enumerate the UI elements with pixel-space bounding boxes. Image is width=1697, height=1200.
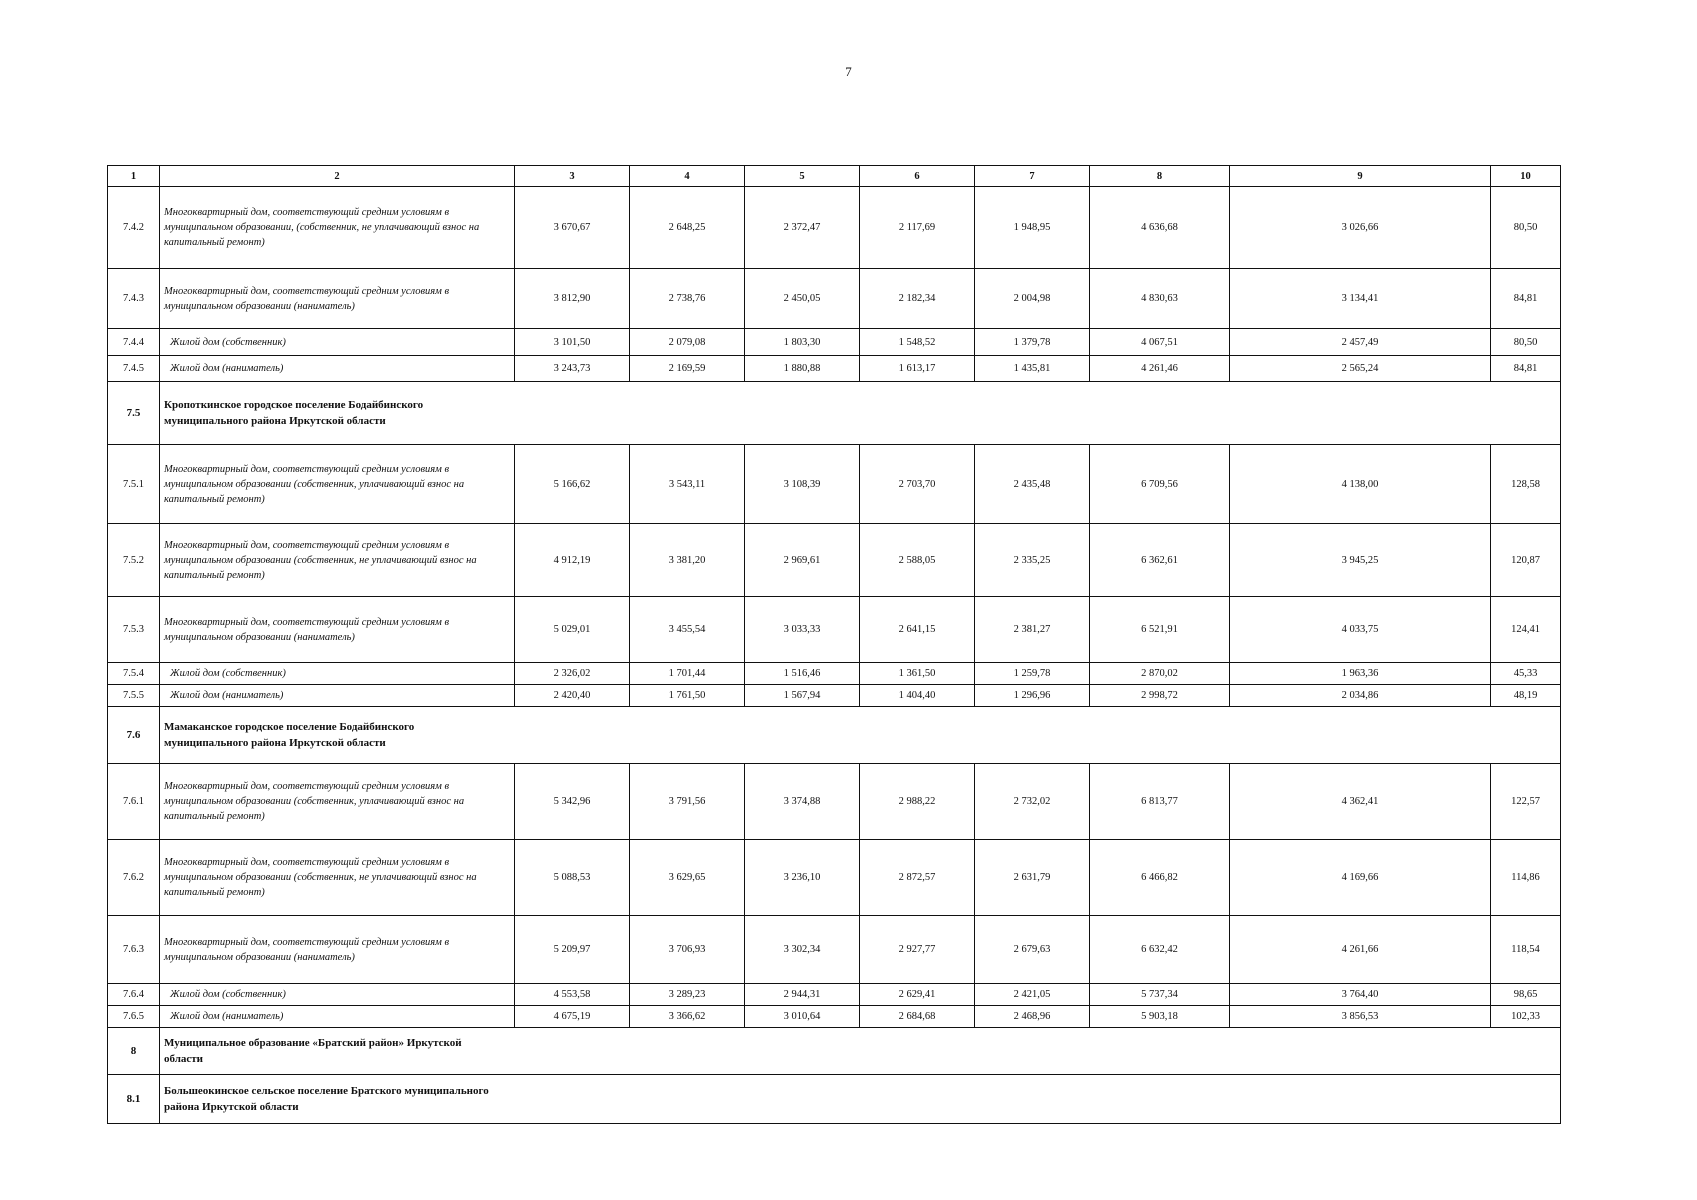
value-cell: 2 435,48 [975, 445, 1090, 524]
value-cell: 1 548,52 [860, 329, 975, 356]
section-title: Мамаканское городское поселение Бодайбинского муниципального района Иркутской области [164, 721, 415, 749]
value-cell: 2 468,96 [975, 1006, 1090, 1028]
table-row [108, 1006, 1561, 1028]
value-cell: 2 629,41 [860, 984, 975, 1006]
value-cell: 6 632,42 [1090, 916, 1230, 984]
value-cell: 4 067,51 [1090, 329, 1230, 356]
value-cell: 3 670,67 [515, 187, 630, 269]
row-description: Многоквартирный дом, соответствующий средним условиям в муниципальном образовании (наниматель) [160, 597, 515, 663]
value-cell: 2 679,63 [975, 916, 1090, 984]
value-cell: 4 362,41 [1230, 764, 1491, 840]
section-row [108, 382, 1561, 445]
row-number: 7.5.3 [108, 597, 160, 663]
value-cell: 5 166,62 [515, 445, 630, 524]
value-cell: 4 138,00 [1230, 445, 1491, 524]
value-cell: 1 379,78 [975, 329, 1090, 356]
section-title-cell [160, 1028, 1561, 1075]
column-header: 3 [515, 166, 630, 187]
value-cell: 1 435,81 [975, 356, 1090, 382]
value-cell: 1 701,44 [630, 663, 745, 685]
value-cell: 3 289,23 [630, 984, 745, 1006]
value-cell: 2 420,40 [515, 685, 630, 707]
value-cell: 4 169,66 [1230, 840, 1491, 916]
value-cell: 2 872,57 [860, 840, 975, 916]
value-cell: 3 374,88 [745, 764, 860, 840]
value-cell: 6 813,77 [1090, 764, 1230, 840]
value-cell: 3 302,34 [745, 916, 860, 984]
page-number: 7 [845, 64, 852, 79]
table-row [108, 984, 1561, 1006]
table-row [108, 187, 1561, 269]
value-cell: 3 856,53 [1230, 1006, 1491, 1028]
value-cell: 6 362,61 [1090, 524, 1230, 597]
value-cell: 4 912,19 [515, 524, 630, 597]
section-row [108, 1075, 1561, 1124]
value-cell: 5 342,96 [515, 764, 630, 840]
value-cell: 2 969,61 [745, 524, 860, 597]
row-number: 7.6.4 [108, 984, 160, 1006]
section-row [108, 1028, 1561, 1075]
table-row [108, 329, 1561, 356]
value-cell: 3 706,93 [630, 916, 745, 984]
row-description: Жилой дом (собственник) [160, 663, 515, 685]
table-row [108, 597, 1561, 663]
row-number: 7.6.3 [108, 916, 160, 984]
row-description: Многоквартирный дом, соответствующий средним условиям в муниципальном образовании (собственник, уплачивающий взнос на капитальный ремонт) [160, 445, 515, 524]
value-cell: 48,19 [1491, 685, 1561, 707]
row-number: 7.5.1 [108, 445, 160, 524]
value-cell: 3 243,73 [515, 356, 630, 382]
value-cell: 5 088,53 [515, 840, 630, 916]
value-cell: 2 641,15 [860, 597, 975, 663]
value-cell: 114,86 [1491, 840, 1561, 916]
value-cell: 3 764,40 [1230, 984, 1491, 1006]
value-cell: 2 381,27 [975, 597, 1090, 663]
value-cell: 2 998,72 [1090, 685, 1230, 707]
value-cell: 4 033,75 [1230, 597, 1491, 663]
value-cell: 1 761,50 [630, 685, 745, 707]
value-cell: 2 450,05 [745, 269, 860, 329]
column-header: 4 [630, 166, 745, 187]
value-cell: 2 169,59 [630, 356, 745, 382]
value-cell: 120,87 [1491, 524, 1561, 597]
value-cell: 6 466,82 [1090, 840, 1230, 916]
row-number: 7.4.2 [108, 187, 160, 269]
value-cell: 84,81 [1491, 356, 1561, 382]
value-cell: 5 737,34 [1090, 984, 1230, 1006]
value-cell: 1 404,40 [860, 685, 975, 707]
row-number: 7.4.3 [108, 269, 160, 329]
tariff-table [107, 165, 1561, 1124]
row-description: Многоквартирный дом, соответствующий средним условиям в муниципальном образовании (собственник, уплачивающий взнос на капитальный ремонт) [160, 764, 515, 840]
value-cell: 2 004,98 [975, 269, 1090, 329]
value-cell: 1 516,46 [745, 663, 860, 685]
value-cell: 5 903,18 [1090, 1006, 1230, 1028]
column-header: 6 [860, 166, 975, 187]
value-cell: 3 236,10 [745, 840, 860, 916]
value-cell: 1 803,30 [745, 329, 860, 356]
table-row [108, 685, 1561, 707]
row-description: Многоквартирный дом, соответствующий средним условиям в муниципальном образовании (наниматель) [160, 916, 515, 984]
table-row [108, 916, 1561, 984]
row-number: 7.5.4 [108, 663, 160, 685]
value-cell: 3 033,33 [745, 597, 860, 663]
value-cell: 2 565,24 [1230, 356, 1491, 382]
value-cell: 3 455,54 [630, 597, 745, 663]
row-number: 7.4.4 [108, 329, 160, 356]
section-title-cell [160, 707, 1561, 764]
value-cell: 2 034,86 [1230, 685, 1491, 707]
value-cell: 4 830,63 [1090, 269, 1230, 329]
row-number: 7.6.1 [108, 764, 160, 840]
row-description: Жилой дом (наниматель) [160, 685, 515, 707]
value-cell: 2 421,05 [975, 984, 1090, 1006]
section-title-cell [160, 382, 1561, 445]
value-cell: 5 209,97 [515, 916, 630, 984]
value-cell: 3 101,50 [515, 329, 630, 356]
row-description: Жилой дом (наниматель) [160, 1006, 515, 1028]
header-row [108, 166, 1561, 187]
value-cell: 3 945,25 [1230, 524, 1491, 597]
column-header: 1 [108, 166, 160, 187]
row-number: 7.5.2 [108, 524, 160, 597]
value-cell: 80,50 [1491, 187, 1561, 269]
value-cell: 4 553,58 [515, 984, 630, 1006]
value-cell: 1 296,96 [975, 685, 1090, 707]
value-cell: 3 366,62 [630, 1006, 745, 1028]
value-cell: 6 709,56 [1090, 445, 1230, 524]
section-title: Муниципальное образование «Братский район» Иркутской области [164, 1037, 462, 1065]
column-header: 10 [1491, 166, 1561, 187]
value-cell: 2 372,47 [745, 187, 860, 269]
section-number: 8.1 [108, 1075, 160, 1124]
value-cell: 3 026,66 [1230, 187, 1491, 269]
value-cell: 3 791,56 [630, 764, 745, 840]
row-description: Жилой дом (собственник) [160, 329, 515, 356]
value-cell: 1 259,78 [975, 663, 1090, 685]
value-cell: 122,57 [1491, 764, 1561, 840]
value-cell: 80,50 [1491, 329, 1561, 356]
section-title: Большеокинское сельское поселение Братского муниципального района Иркутской области [164, 1085, 489, 1113]
row-number: 7.6.5 [108, 1006, 160, 1028]
value-cell: 2 079,08 [630, 329, 745, 356]
row-number: 7.4.5 [108, 356, 160, 382]
value-cell: 2 648,25 [630, 187, 745, 269]
value-cell: 4 261,46 [1090, 356, 1230, 382]
value-cell: 2 927,77 [860, 916, 975, 984]
value-cell: 84,81 [1491, 269, 1561, 329]
section-row [108, 707, 1561, 764]
value-cell: 3 010,64 [745, 1006, 860, 1028]
value-cell: 2 182,34 [860, 269, 975, 329]
value-cell: 4 636,68 [1090, 187, 1230, 269]
row-description: Многоквартирный дом, соответствующий средним условиям в муниципальном образовании, (собственник, не уплачивающий взнос на капитальный ремонт) [160, 187, 515, 269]
row-description: Многоквартирный дом, соответствующий средним условиям в муниципальном образовании (собственник, не уплачивающий взнос на капитальный ремонт) [160, 840, 515, 916]
value-cell: 3 812,90 [515, 269, 630, 329]
value-cell: 5 029,01 [515, 597, 630, 663]
value-cell: 3 134,41 [1230, 269, 1491, 329]
value-cell: 2 988,22 [860, 764, 975, 840]
table-row [108, 663, 1561, 685]
value-cell: 1 963,36 [1230, 663, 1491, 685]
value-cell: 1 948,95 [975, 187, 1090, 269]
row-description: Многоквартирный дом, соответствующий средним условиям в муниципальном образовании (наниматель) [160, 269, 515, 329]
value-cell: 2 738,76 [630, 269, 745, 329]
row-description: Жилой дом (наниматель) [160, 356, 515, 382]
value-cell: 2 944,31 [745, 984, 860, 1006]
table-row [108, 269, 1561, 329]
value-cell: 128,58 [1491, 445, 1561, 524]
section-title: Кропоткинское городское поселение Бодайбинского муниципального района Иркутской области [164, 399, 424, 427]
value-cell: 45,33 [1491, 663, 1561, 685]
row-number: 7.5.5 [108, 685, 160, 707]
section-number: 8 [108, 1028, 160, 1075]
value-cell: 2 335,25 [975, 524, 1090, 597]
value-cell: 3 108,39 [745, 445, 860, 524]
value-cell: 2 703,70 [860, 445, 975, 524]
value-cell: 1 880,88 [745, 356, 860, 382]
table-body [108, 166, 1561, 1124]
value-cell: 6 521,91 [1090, 597, 1230, 663]
section-title-cell [160, 1075, 1561, 1124]
table-row [108, 445, 1561, 524]
row-number: 7.6.2 [108, 840, 160, 916]
section-number: 7.6 [108, 707, 160, 764]
value-cell: 102,33 [1491, 1006, 1561, 1028]
column-header: 7 [975, 166, 1090, 187]
value-cell: 3 381,20 [630, 524, 745, 597]
value-cell: 3 629,65 [630, 840, 745, 916]
table-row [108, 764, 1561, 840]
value-cell: 3 543,11 [630, 445, 745, 524]
column-header: 8 [1090, 166, 1230, 187]
value-cell: 1 567,94 [745, 685, 860, 707]
table-row [108, 524, 1561, 597]
value-cell: 124,41 [1491, 597, 1561, 663]
row-description: Жилой дом (собственник) [160, 984, 515, 1006]
column-header: 2 [160, 166, 515, 187]
value-cell: 2 457,49 [1230, 329, 1491, 356]
value-cell: 2 117,69 [860, 187, 975, 269]
value-cell: 2 326,02 [515, 663, 630, 685]
value-cell: 2 870,02 [1090, 663, 1230, 685]
column-header: 9 [1230, 166, 1491, 187]
value-cell: 4 675,19 [515, 1006, 630, 1028]
value-cell: 2 684,68 [860, 1006, 975, 1028]
value-cell: 4 261,66 [1230, 916, 1491, 984]
table-row [108, 356, 1561, 382]
value-cell: 1 361,50 [860, 663, 975, 685]
value-cell: 2 631,79 [975, 840, 1090, 916]
value-cell: 98,65 [1491, 984, 1561, 1006]
value-cell: 2 732,02 [975, 764, 1090, 840]
table-row [108, 840, 1561, 916]
value-cell: 2 588,05 [860, 524, 975, 597]
value-cell: 1 613,17 [860, 356, 975, 382]
value-cell: 118,54 [1491, 916, 1561, 984]
section-number: 7.5 [108, 382, 160, 445]
row-description: Многоквартирный дом, соответствующий средним условиям в муниципальном образовании (собственник, не уплачивающий взнос на капитальный ремонт) [160, 524, 515, 597]
column-header: 5 [745, 166, 860, 187]
